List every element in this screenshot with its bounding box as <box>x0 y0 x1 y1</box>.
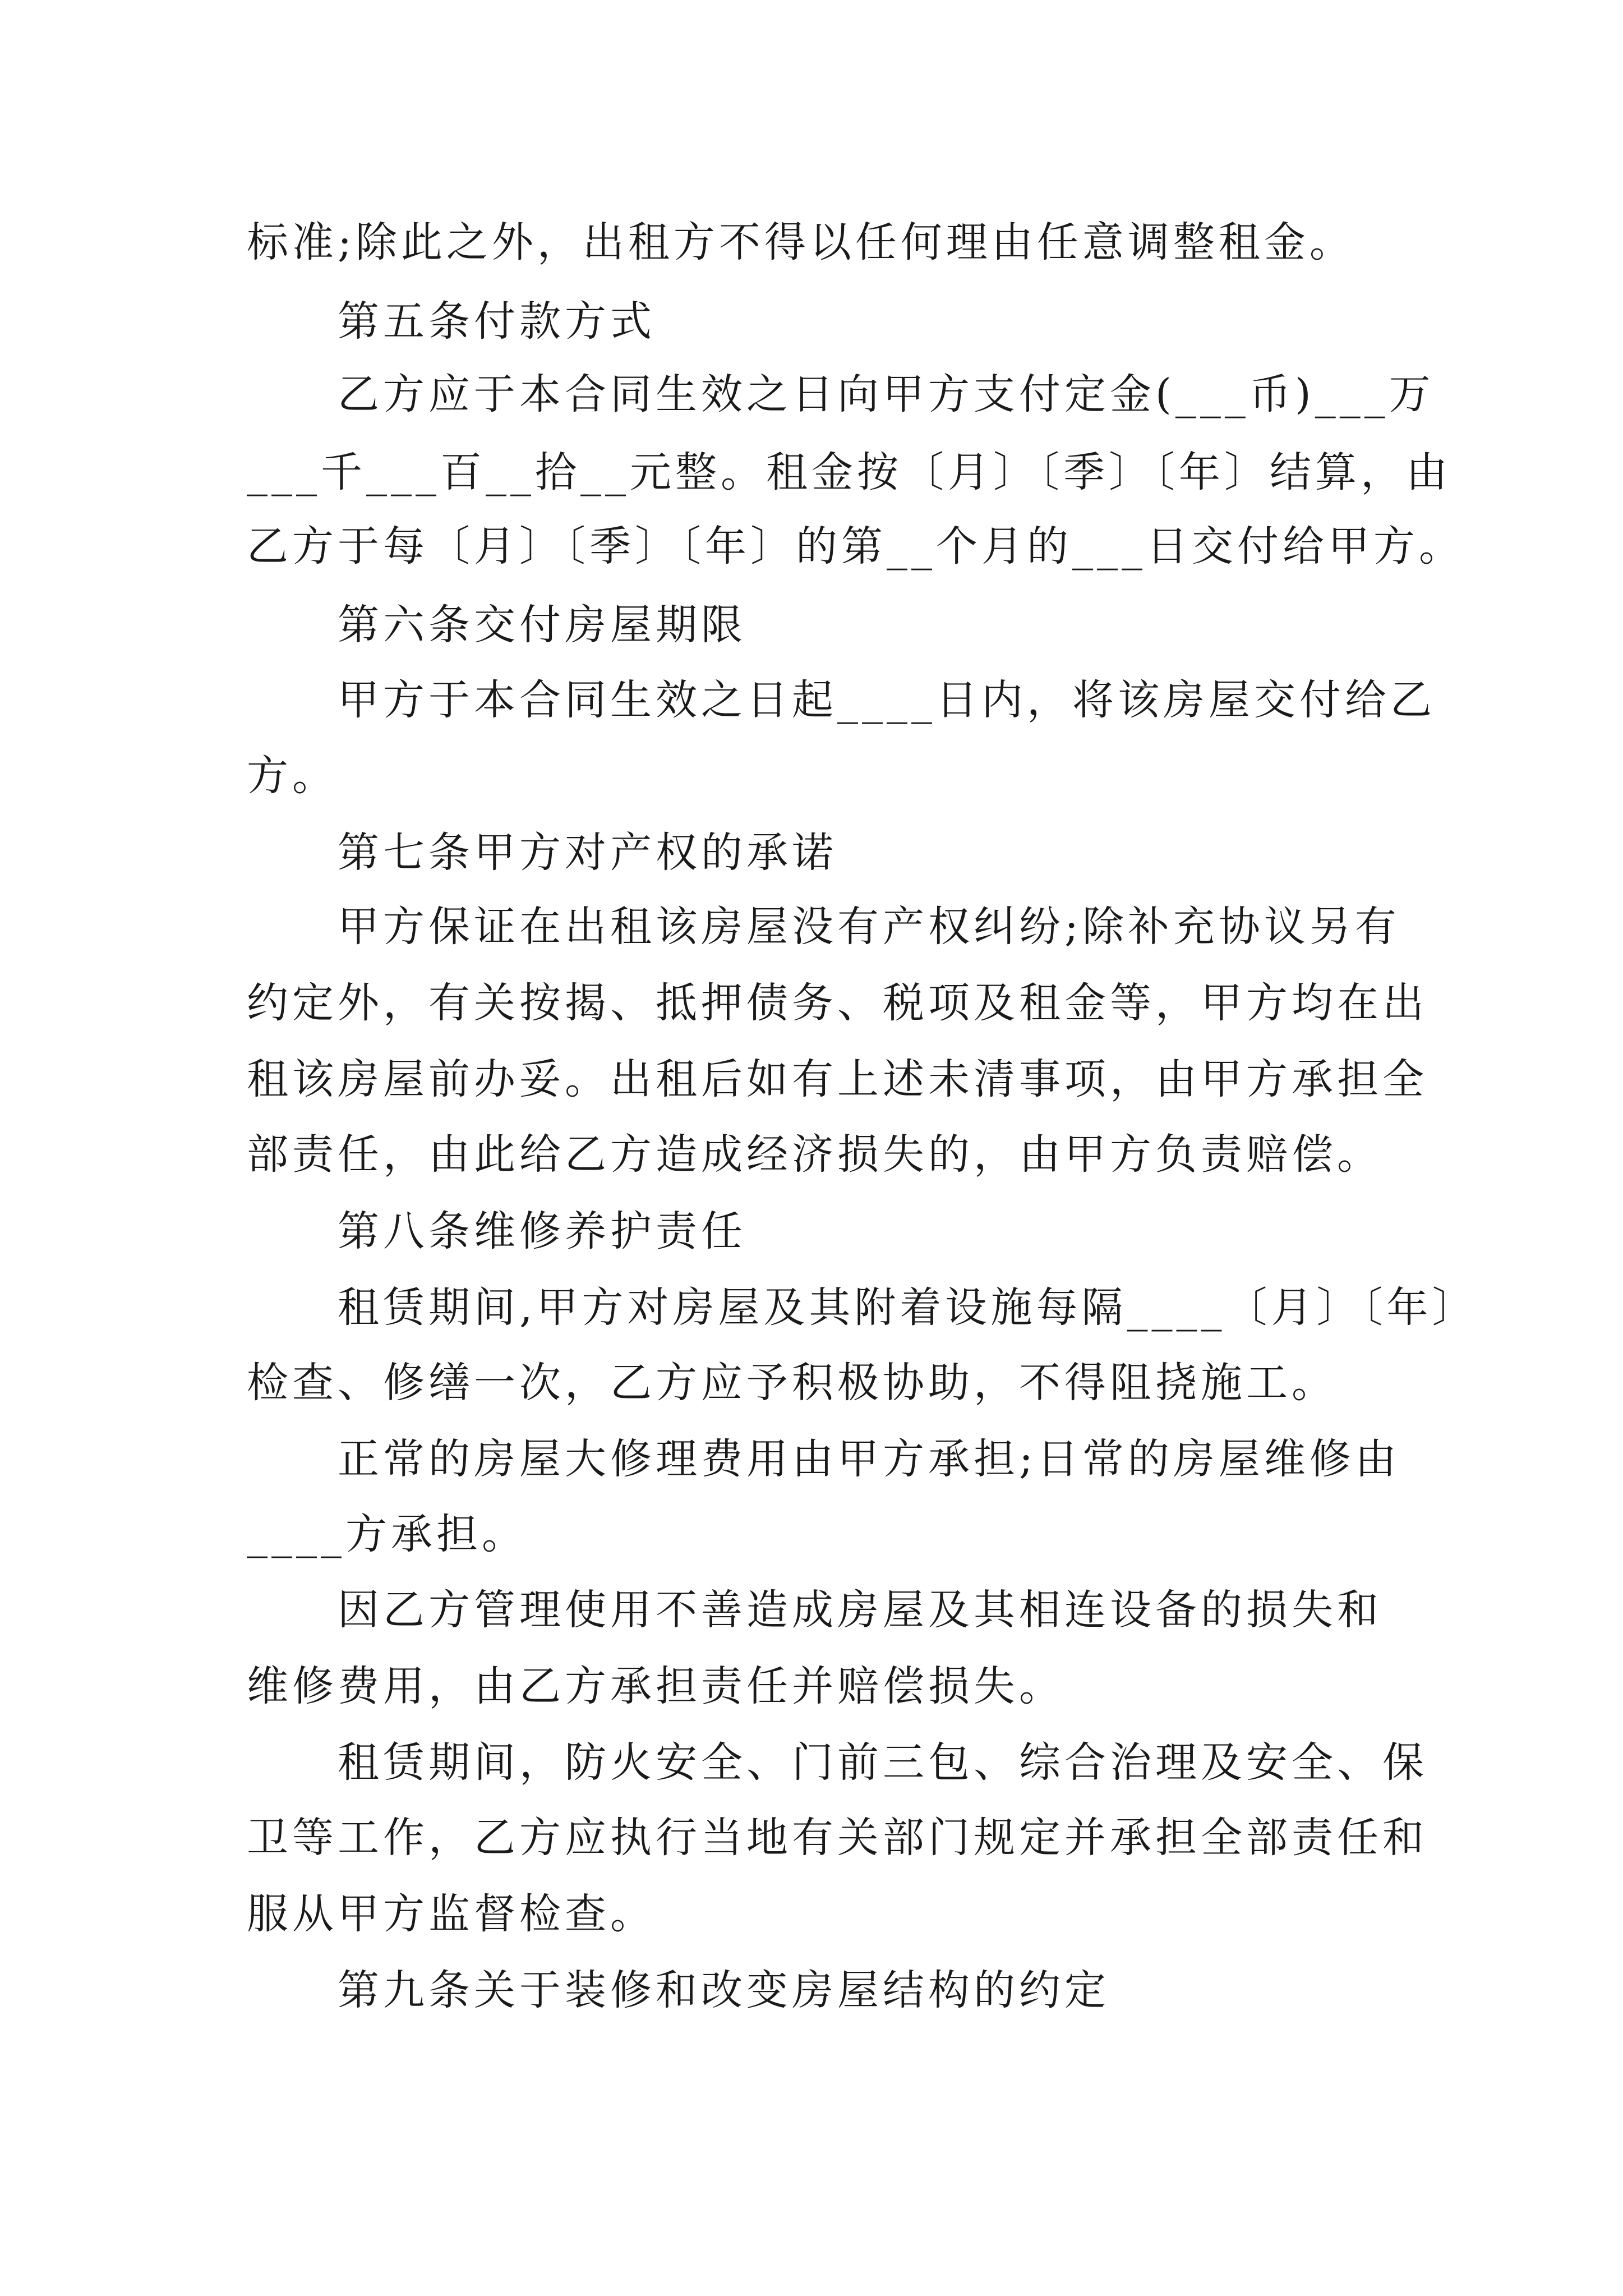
article-heading: 第九条关于装修和改变房屋结构的约定 <box>338 1966 1110 2014</box>
article-heading: 第七条甲方对产权的承诺 <box>338 829 837 877</box>
text-line: ___千___百__拾__元整。租金按〔月〕〔季〕〔年〕结算，由 <box>247 448 1451 496</box>
text-line: 因乙方管理使用不善造成房屋及其相连设备的损失和 <box>338 1586 1382 1634</box>
text-line: 租赁期间，防火安全、门前三包、综合治理及安全、保 <box>338 1738 1428 1787</box>
text-line: 租赁期间,甲方对房屋及其附着设施每隔____〔月〕〔年〕 <box>338 1283 1478 1332</box>
text-line: 部责任，由此给乙方造成经济损失的，由甲方负责赔偿。 <box>247 1130 1382 1179</box>
text-line: 标准;除此之外，出租方不得以任何理由任意调整租金。 <box>247 218 1355 266</box>
text-line: 检查、修缮一次，乙方应予积极协助，不得阻挠施工。 <box>247 1359 1337 1407</box>
text-line: 方。 <box>247 752 338 800</box>
text-line: 甲方保证在出租该房屋没有产权纠纷;除补充协议另有 <box>338 903 1400 951</box>
text-line: 乙方于每〔月〕〔季〕〔年〕的第__个月的___日交付给甲方。 <box>247 522 1464 570</box>
text-line: 卫等工作，乙方应执行当地有关部门规定并承担全部责任和 <box>247 1814 1428 1862</box>
text-line: 维修费用，由乙方承担责任并赔偿损失。 <box>247 1662 1064 1710</box>
text-line: 约定外，有关按揭、抵押债务、税项及租金等，甲方均在出 <box>247 979 1428 1027</box>
article-heading: 第五条付款方式 <box>338 297 656 346</box>
text-line: ____方承担。 <box>247 1510 527 1558</box>
text-line: 正常的房屋大修理费用由甲方承担;日常的房屋维修由 <box>338 1435 1400 1483</box>
article-heading: 第八条维修养护责任 <box>338 1207 746 1255</box>
text-line: 服从甲方监督检查。 <box>247 1890 656 1938</box>
text-line: 租该房屋前办妥。出租后如有上述未清事项，由甲方承担全 <box>247 1055 1428 1103</box>
text-line: 乙方应于本合同生效之日向甲方支付定金(___币)___万 <box>338 370 1435 418</box>
article-heading: 第六条交付房屋期限 <box>338 601 746 649</box>
text-line: 甲方于本合同生效之日起____日内，将该房屋交付给乙 <box>338 676 1436 724</box>
